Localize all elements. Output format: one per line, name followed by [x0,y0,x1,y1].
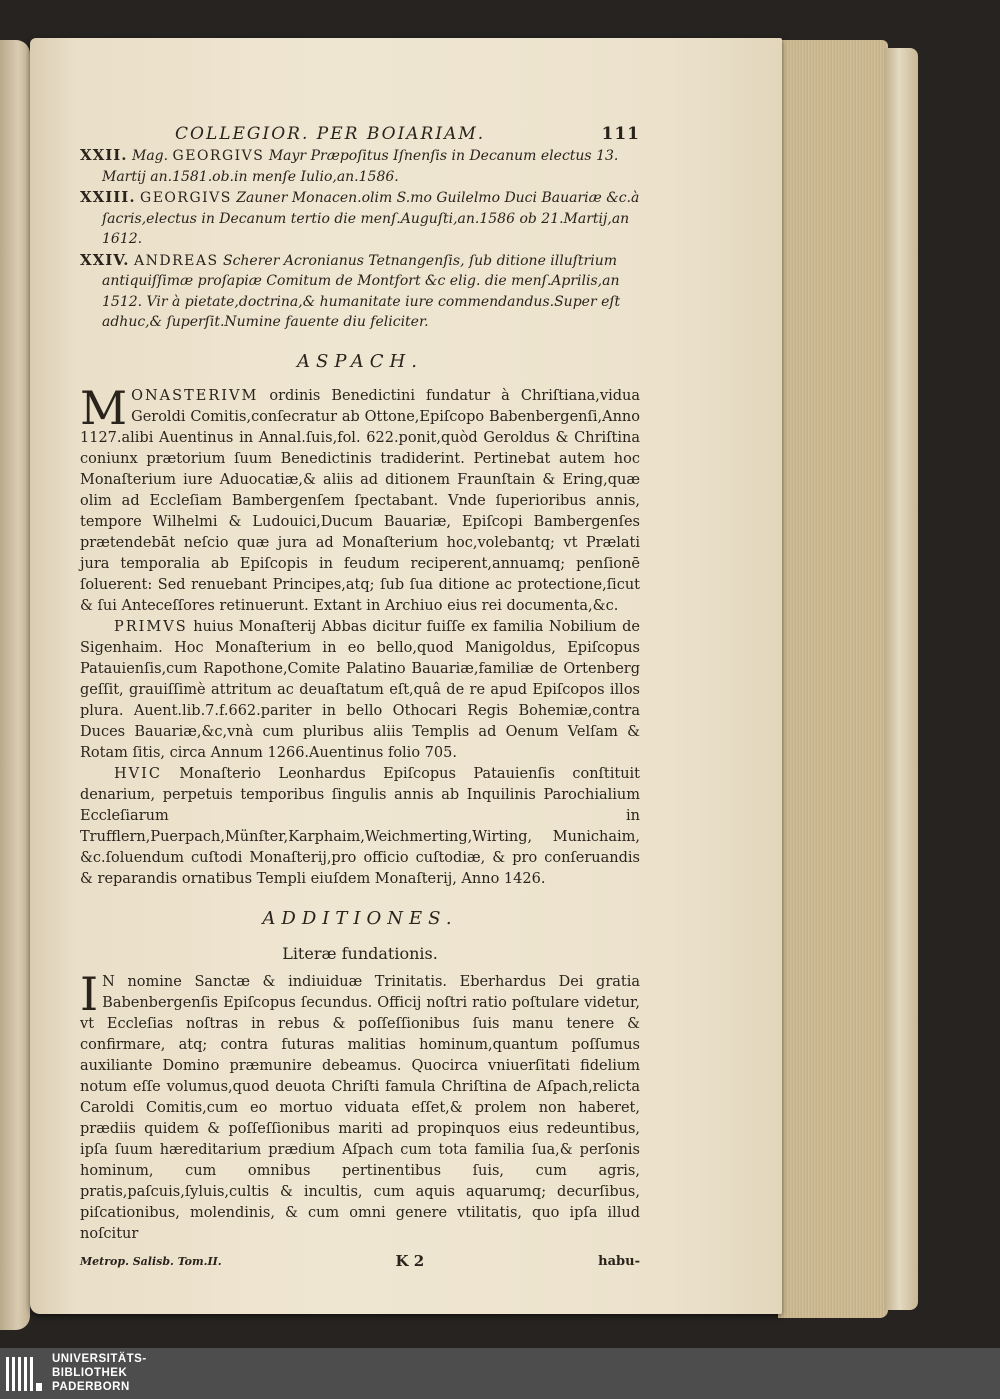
library-name: UNIVERSITÄTS- BIBLIOTHEK PADERBORN [52,1353,147,1393]
paragraph: PRIMVS huius Monaſterij Abbas dicitur fuiſſe ex familia Nobilium de Sigenhaim. Hoc Monaſterium in eo bello,quod Manigoldus, Epiſcopus Patauienſis,cum Rapothone,Comite Palatino Bauariæ,familiæ de Ortenberg geſſit, grauiſſimè attritum ac deuaſtatum eſt,quâ de re apud Epiſcopos illos plura. Auent.lib.7.f.662.pariter in bello Othocari Regis Bohemiæ,contra Duces Bauariæ,&c,vnà cum pluribus aliis Templis ad Oenum Velſam & Rotam ſitis, circa Annum 1266.Auentinus folio 705. [80,618,641,761]
list-entry: XXIII. GEORGIVS Zauner Monacen.olim S.mo Guilelmo Duci Bauariæ &c.à ſacris,electus in Decanum tertio die menſ.Auguſti,an.1586 ob 21.Martij,an 1612. [80,188,640,247]
running-head-title: COLLEGIOR. PER BOIARIAM. [175,124,486,144]
signature-line: Metrop. Salisb. Tom.II. [80,1254,222,1268]
paragraph: HVIC Monaſterio Leonhardus Epiſcopus Patauienſis conſtituit denarium, perpetuis temporibus ſingulis annis ab Inquilinis Parochialium Eccleſiarum in Trufflern,Puerpach,Münſter,Karphaim,Weichmerting,Wirting, Munichaim, &c.ſoluendum cuſtodi Monaſterij,pro officio cuſtodiæ, & pro conſeruandis & reparandis ornatibus Templi eiuſdem Monaſterij, Anno 1426. [80,765,640,887]
page-number: 111 [601,124,640,144]
paragraph: I N nomine Sanctæ & indiuiduæ Trinitatis. Eberhardus Dei gratia Babenbergenſis Epiſcopus ſecundus. Officij noſtri ratio poſtulare videtur, vt Eccleſias noſtras in rebus & poſſeſſionibus ſuis manu tenere & confirmare, atq; contra futuras malitias hominum,quantum poſſumus auxiliante Domino præmunire debeamus. Quocirca vniuerſitati fidelium notum eſſe volumus,quod deuota Chriſti famula Chriſtina de Aſpach,relicta Caroldi Comitis,cum eo mortuo viduata eſſet,& prolem non haberet, prædiis quidem & poſſeſſionibus mariti ad propinquos eius redeuntibus, ipſa ſuum hæreditarium prædium Aſpach cum tota familia ſua,& perſonis hominum, cum omnibus pertinentibus ſuis, cum agris, pratis,paſcuis,ſyluis,cultis & incultis, cum aquis aquarumq; decurſibus, piſcationibus, molendinis, & cum omni genere vtilitatis, quo ipſa illud noſcitur [80,966,640,1242]
book-fore-edge [778,40,888,1318]
library-logo-icon [4,1353,44,1393]
running-head [80,124,640,145]
page-footer [80,1251,640,1272]
section-heading-aspach: ASPACH. [297,350,423,372]
drop-capital: M [80,380,128,435]
library-banner [0,1348,1000,1399]
list-entry: XXIV. ANDREAS Scherer Acronianus Tetnangenſis, ſub ditione illuſtrium antiquiſſimæ proſapiæ Comitum de Montfort &c elig. die menſ.Aprilis,an 1512. Vir à pietate,doctrina,& humanitate iure commendandus.Super eſt adhuc,& ſuperſit.Numine fauente diu feliciter. [80,250,621,330]
signature-mark: K 2 [395,1251,425,1270]
facing-page-edge [0,40,30,1330]
subheading: Literæ fundationis. [282,943,438,963]
catchword: habu- [598,1253,640,1269]
paragraph: MONASTERIVM ordinis Benedictini fundatur à Chriſtiana,vidua Geroldi Comitis,conſecratur ab Ottone,Epiſcopo Babenbergenſi,Anno 1127.alibi Auentinus in Annal.ſuis,fol. 622.ponit,quòd Geroldus & Chriſtina coniunx prætorium ſuum Benedictinis tradiderint. Pertinebat autem hoc Monaſterium iure Aduocatiæ,& aliis ad ditionem Fraunſtain & Ering,quæ olim ad Eccleſiam Bambergenſem ſpectabant. Vnde ſuperioribus annis, tempore Wilhelmi & Ludouici,Ducum Bauariæ, Epiſcopi Bambergenſes prætendebāt neſcio quæ jura ad Monaſterium hoc,volebantq; vt Prælati jura temporalia ab Epiſcopis in feudum reciperent,annuamq; penſionē ſoluerent: Sed renuebant Principes,atq; ſub ſua ditione ac protectione,ſicut & ſui Anteceſſores retinuerunt. Extant in Archiuo eius rei documenta,&c. [80,380,641,614]
book-board-edge [884,48,918,1310]
drop-capital: I [80,966,99,1021]
page-text [80,124,640,1272]
section-heading-additiones: ADDITIONES. [262,907,458,929]
list-entry: XXII. Mag. GEORGIVS Mayr Præpoſitus Iſnenſis in Decanum electus 13. Martij an.1581.ob.in menſe Iulio,an.1586. [80,146,619,185]
